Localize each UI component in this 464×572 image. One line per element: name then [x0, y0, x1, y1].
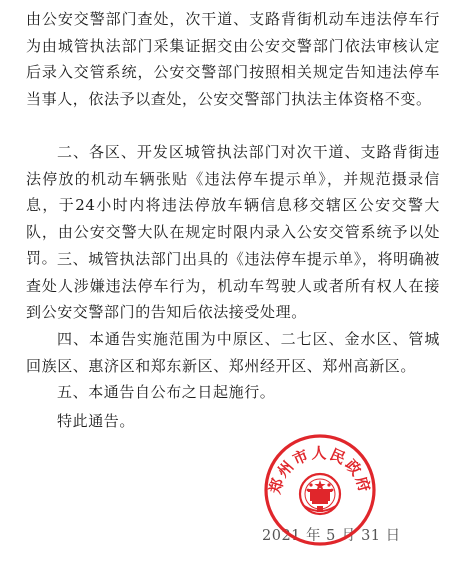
- official-seal-icon: [262, 432, 378, 548]
- paragraph-item-4: 四、本通告实施范围为中原区、二七区、金水区、管城回族区、惠济区和郑东新区、郑州经开区、郑州高新区。: [26, 330, 440, 375]
- paragraph-item-5: 五、本通告自公布之日起施行。: [57, 383, 276, 401]
- closing-phrase: 特此通告。: [57, 412, 136, 430]
- issue-date: 2021 年 5 月 31 日: [262, 528, 401, 544]
- paragraph-continuation: 由公安交警部门查处，次干道、支路背街机动车违法停车行为由城管执法部门采集证据交由公安交警部门依法审核认定后录入交管系统，公安交警部门按照相关规定告知违法停车当事人，依法予以查处，公安交警部门执法主体资格不变。: [26, 10, 440, 108]
- paragraph-item-3: 三、城管执法部门出具的《违法停车提示单》，将明确被查处人涉嫌违法停车行为，机动车驾驶人或者所有权人在接到公安交警部门的告知后依法接受处理。: [26, 250, 440, 321]
- seal-text: 郑州市人民政府: [265, 444, 375, 496]
- paragraph-item-2: 二、各区、开发区城管执法部门对次干道、支路背街违法停放的机动车辆张贴《违法停车提示单》，并规范摄录信息，于24小时内将违法停放车辆信息移交辖区公安交警大队，由公安交警大队在规定时限内录入公安交管系统予以处罚。: [26, 143, 440, 267]
